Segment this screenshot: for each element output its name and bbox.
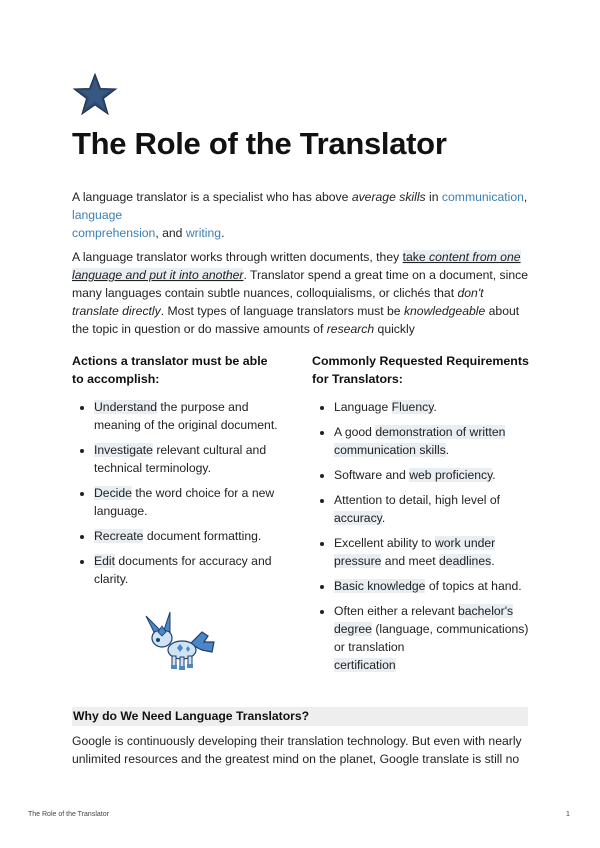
requirements-list: [312, 398, 530, 674]
list-item: • Decide the word choice for a new language.: [94, 484, 282, 520]
star-icon: [72, 72, 118, 118]
page-number: 1: [566, 811, 570, 818]
list-item: • Software and web proficiency.: [334, 466, 530, 484]
footer-title: The Role of the Translator: [28, 811, 109, 818]
list-item: • A good demonstration of written communication skills.: [334, 423, 530, 459]
translator-paragraph: A language translator works through written documents, they take content from one language and put it into another. Translator spend a great time on a document, since many languages contain subtle nuances, colloquialisms, or clichés that don't translate directly. Most types of language translators must be knowledgeable about the topic in question or do massive amounts of research quickly: [72, 250, 528, 336]
list-item: • Often either a relevant bachelor's degree (language, communications) or translation certification: [334, 602, 530, 674]
intro-paragraph: A language translator is a specialist who has above average skills in communication, language comprehension, and writing.: [72, 190, 528, 240]
creature-illustration: [136, 602, 220, 678]
list-item: • Attention to detail, high level of accuracy.: [334, 491, 530, 527]
actions-list: [72, 398, 282, 588]
list-item: • Edit documents for accuracy and clarity.: [94, 552, 282, 588]
list-item: • Understand the purpose and meaning of the original document.: [94, 398, 282, 434]
section-paragraph: Google is continuously developing their translation technology. But even with nearly unlimited resources and the greatest mind on the planet, Google translate is still no: [72, 734, 522, 766]
communication-link[interactable]: communication: [441, 190, 524, 204]
actions-column: [72, 352, 282, 595]
writing-link[interactable]: writing: [185, 226, 222, 240]
requirements-heading: Commonly Requested Requirements for Translators:: [312, 354, 529, 386]
page-title: The Role of the Translator: [72, 126, 447, 161]
requirements-column: [312, 352, 530, 681]
list-item: • Language Fluency.: [334, 398, 530, 416]
list-item: • Investigate relevant cultural and technical terminology.: [94, 441, 282, 477]
actions-heading: Actions a translator must be able to accomplish:: [72, 354, 268, 386]
list-item: • Excellent ability to work under pressure and meet deadlines.: [334, 534, 530, 570]
list-item: • Basic knowledge of topics at hand.: [334, 577, 530, 595]
comprehension-link[interactable]: comprehension: [72, 226, 156, 240]
list-item: • Recreate document formatting.: [94, 527, 282, 545]
language-link[interactable]: language: [72, 208, 123, 222]
section-title: Why do We Need Language Translators?: [73, 709, 310, 723]
